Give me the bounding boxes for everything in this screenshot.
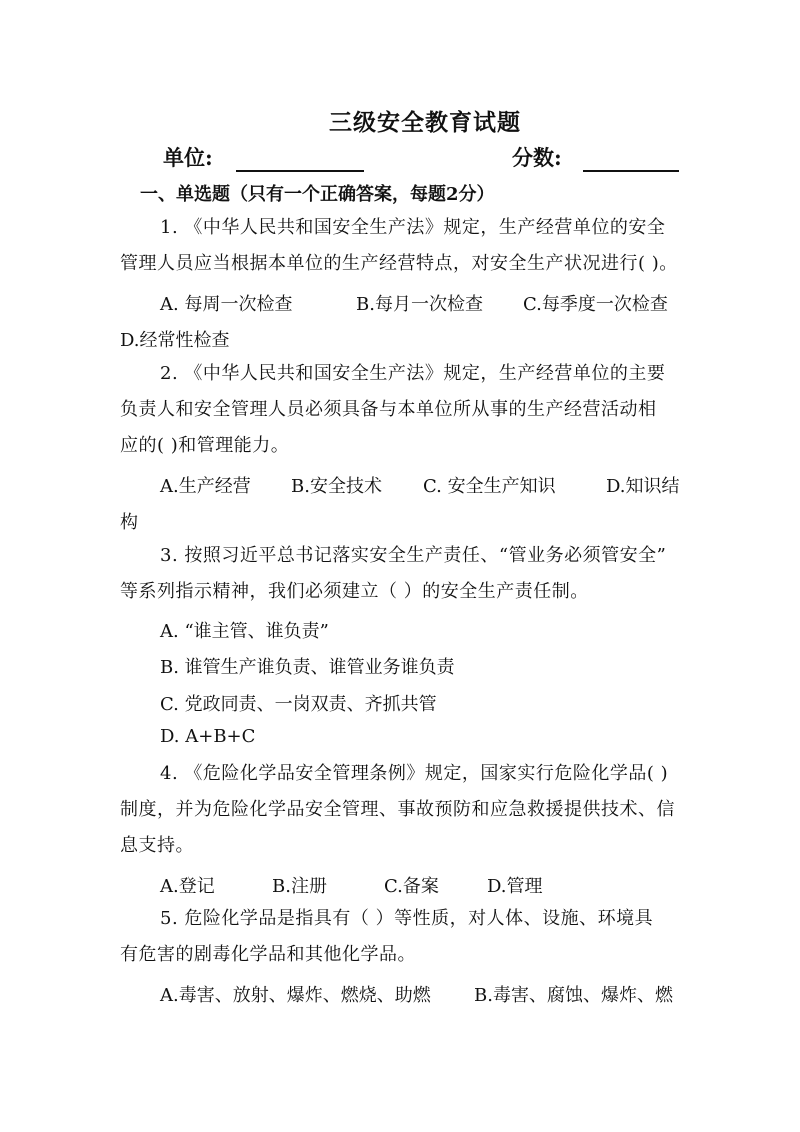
q3-option-d: D. A+B+C [160,726,256,747]
q2-line-2: 负责人和安全管理人员必须具备与本单位所从事的生产经营活动相 [120,399,657,420]
q1-line-1: 1. 《中华人民共和国安全生产法》规定，生产经营单位的安全 [160,217,666,238]
q2-option-d: D.知识结 [606,476,680,497]
unit-field [163,142,364,172]
q5-line-1: 5. 危险化学品是指具有（ ）等性质，对人体、设施、环境具 [160,908,654,929]
q2-option-b: B.安全技术 [291,476,382,497]
q3-line-1: 3. 按照习近平总书记落实安全生产责任、“管业务必须管安全” [160,545,667,566]
q3-option-c: C. 党政同责、一岗双责、齐抓共管 [160,694,437,715]
q2-option-c: C. 安全生产知识 [423,476,556,497]
q3-line-2: 等系列指示精神，我们必须建立（ ）的安全生产责任制。 [120,581,589,602]
q1-option-d: D.经常性检查 [120,330,230,351]
q1-line-2: 管理人员应当根据本单位的生产经营特点，对安全生产状况进行( )。 [120,253,678,274]
q5-option-b: B.毒害、腐蚀、爆炸、燃 [474,985,673,1006]
q1-option-c: C.每季度一次检查 [523,294,668,315]
score-field [512,142,679,172]
q4-line-1: 4. 《危险化学品安全管理条例》规定，国家实行危险化学品( ) [160,763,669,784]
q5-option-a: A.毒害、放射、爆炸、燃烧、助燃 [160,985,431,1006]
q3-option-a: A. “谁主管、谁负责” [160,621,329,642]
q5-line-2: 有危害的剧毒化学品和其他化学品。 [120,944,416,965]
q2-option-d-cont: 构 [120,512,138,533]
score-label: 分数: [512,145,562,170]
section-title: 一、单选题（只有一个正确答案，每题2分） [140,184,495,205]
q4-line-2: 制度，并为危险化学品安全管理、事故预防和应急救援提供技术、信 [120,799,675,820]
q4-option-b: B.注册 [272,876,327,897]
q4-option-d: D.管理 [487,876,543,897]
exam-title: 三级安全教育试题 [329,109,521,136]
q1-option-a: A. 每周一次检查 [160,294,293,315]
unit-label: 单位: [163,145,213,170]
q4-option-c: C.备案 [384,876,439,897]
score-blank [583,150,679,172]
q2-line-1: 2. 《中华人民共和国安全生产法》规定，生产经营单位的主要 [160,363,666,384]
q2-line-3: 应的( )和管理能力。 [120,435,290,456]
q2-option-a: A.生产经营 [160,476,251,497]
q4-line-3: 息支持。 [120,835,194,856]
q1-option-b: B.每月一次检查 [356,294,483,315]
unit-blank [236,150,364,172]
q3-option-b: B. 谁管生产谁负责、谁管业务谁负责 [160,657,455,678]
q4-option-a: A.登记 [160,876,215,897]
